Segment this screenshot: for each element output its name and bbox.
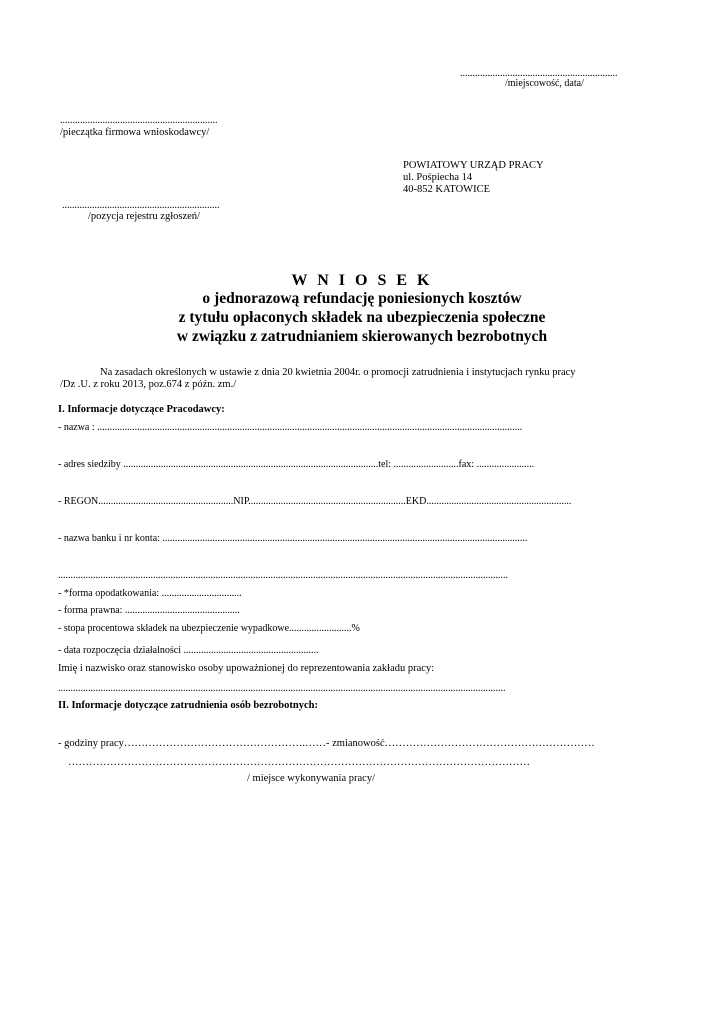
stamp-dots[interactable]: ............................................................... — [60, 115, 218, 126]
title-line-3: w związku z zatrudnianiem skierowanych bezrobotnych — [176, 328, 548, 345]
section-2-title: . Informacje dotyczące zatrudnienia osób bezrobotnych: — [66, 700, 318, 711]
workplace-label: / miejsce wykonywania pracy/ — [247, 773, 375, 784]
office-name: POWIATOWY URZĄD PRACY — [403, 160, 544, 171]
accident-insurance-rate-field[interactable]: - stopa procentowa składek na ubezpieczenie wypadkowe.........................% — [58, 623, 360, 634]
registry-label: /pozycja rejestru zgłoszeń/ — [88, 211, 200, 222]
office-city: 40-852 KATOWICE — [403, 184, 491, 195]
bank-account-field-continued[interactable]: .................................................................................................................................................................................... — [58, 570, 508, 581]
office-street: ul. Pośpiecha 14 — [403, 172, 473, 183]
legal-form-field[interactable]: - forma prawna: .............................................. — [58, 605, 240, 616]
regon-nip-ekd-field[interactable]: - REGON......................................................NIP...............................................................EKD.......................................................... — [58, 496, 572, 507]
employer-name-field[interactable]: - nazwa : .......................................................................................................................................................................... — [58, 422, 523, 433]
registry-dots[interactable]: ............................................................... — [62, 200, 220, 211]
section-1-heading: I. Informacje dotyczące Pracodawcy: — [58, 404, 225, 415]
place-date-label: /miejscowość, data/ — [505, 78, 584, 89]
title-line-1: o jednorazową refundację poniesionych kosztów — [202, 290, 522, 307]
representative-label: Imię i nazwisko oraz stanowisko osoby upoważnionej do reprezentowania zakładu pracy: — [58, 663, 435, 674]
representative-field[interactable]: ................................................................................................................................................................................... — [58, 683, 506, 694]
title-line-2: z tytułu opłaconych składek na ubezpieczenia społeczne — [178, 309, 546, 326]
place-date-dots[interactable]: ............................................................... — [460, 68, 618, 79]
business-start-date-field[interactable]: - data rozpoczęcia działalności ...................................................... — [58, 645, 319, 656]
working-hours-shift-field[interactable]: - godziny pracy…………………………………………….……- zmianowość…………………………………………………… — [58, 738, 595, 749]
stamp-label: /pieczątka firmowa wnioskodawcy/ — [60, 127, 210, 138]
section-2-number: II — [58, 700, 67, 711]
intro-line-1: Na zasadach określonych w ustawie z dnia 20 kwietnia 2004r. o promocji zatrudnienia i instytucjach rynku pracy — [100, 367, 576, 378]
workplace-field[interactable]: …………………………………………………………………………………………………………………… — [68, 757, 530, 768]
intro-line-2: /Dz .U. z roku 2013, poz.674 z późn. zm./ — [60, 379, 237, 390]
bank-account-field[interactable]: - nazwa banku i nr konta: .................................................................................................................................................. — [58, 533, 528, 544]
employer-address-field[interactable]: - adres siedziby ......................................................................................................tel: ..........................fax: ....................... — [58, 459, 535, 470]
document-title: W N I O S E K — [291, 272, 433, 289]
tax-form-field[interactable]: - *forma opodatkowania: ................................ — [58, 588, 242, 599]
section-2-heading — [58, 700, 318, 711]
